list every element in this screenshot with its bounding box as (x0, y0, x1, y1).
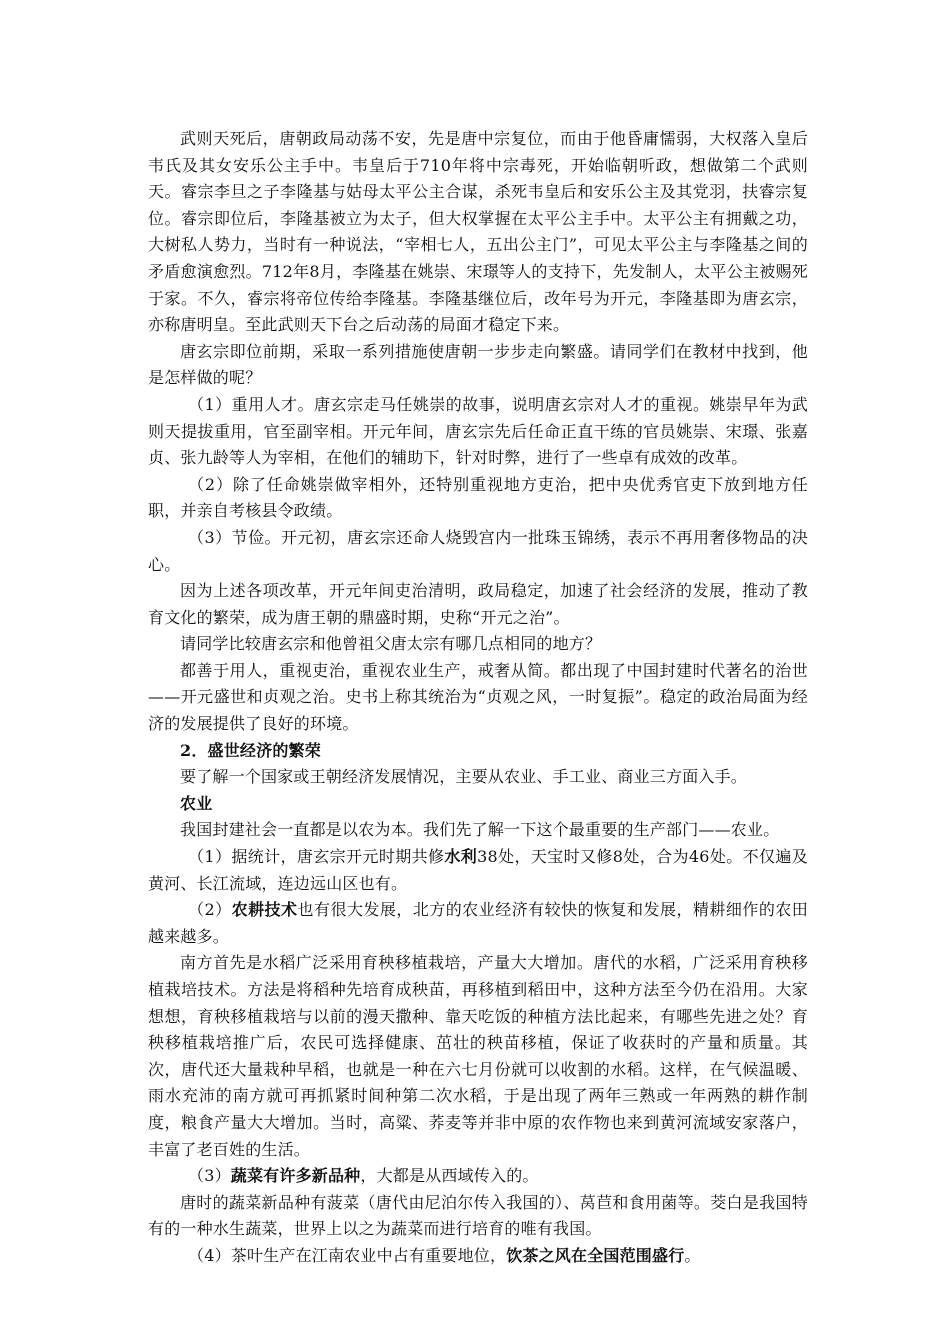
paragraph-agri-4-tea (148, 1243, 808, 1270)
text-run: 。 (684, 1245, 701, 1265)
section-heading-prosperity: 2．盛世经济的繁荣 (180, 740, 321, 760)
paragraph-measure-1-talent: （1）重用人才。唐玄宗走马任姚崇的故事，说明唐玄宗对人才的重视。姚崇早年为武则天提拔重用，官至副宰相。开元年间，唐玄宗先后任命正直干练的官员姚崇、宋璟、张嘉贞、张九龄等人为宰相，在他们的辅助下，针对时弊，进行了一些卓有成效的改革。 (148, 394, 808, 468)
text-run: 38处，天宝时又修8处，合为46处。不仅遍及黄河、长江流域，连边远山区也有。 (148, 847, 808, 893)
paragraph-agri-3-vegetables (148, 1163, 808, 1190)
paragraph-economy-intro: 要了解一个国家或王朝经济发展情况，主要从农业、手工业、商业三方面入手。 (180, 767, 748, 787)
bold-keyword-water-conservancy: 水利 (444, 847, 478, 867)
paragraph-xuanzong-measures-intro: 唐玄宗即位前期，采取一系列措施使唐朝一步步走向繁盛。请同学们在教材中找到，他是怎样做的呢？ (148, 341, 808, 388)
paragraph-wu-zetian-aftermath: 武则天死后，唐朝政局动荡不安，先是唐中宗复位，而由于他昏庸懦弱，大权落入皇后韦氏及其女安乐公主手中。韦皇后于710年将中宗毒死，开始临朝听政，想做第二个武则天。睿宗李旦之子李隆基与姑母太平公主合谋，杀死韦皇后和安乐公主及其党羽，扶睿宗复位。睿宗即位后，李隆基被立为太子，但大权掌握在太平公主手中。太平公主有拥戴之功，大树私人势力，当时有一种说法，“宰相七人，五出公主门”，可见太平公主与李隆基之间的矛盾愈演愈烈。712年8月，李隆基在姚崇、宋璟等人的支持下，先发制人，太平公主被赐死于家。不久，睿宗将帝位传给李隆基。李隆基继位后，改年号为开元，李隆基即为唐玄宗，亦称唐明皇。至此武则天下台之后动荡的局面才稳定下来。 (148, 129, 808, 335)
subheading-agriculture: 农业 (180, 793, 213, 813)
paragraph-measure-2-officials: （2）除了任命姚崇做宰相外，还特别重视地方吏治，把中央优秀官吏下放到地方任职，并亲自考核县令政绩。 (148, 474, 808, 521)
text-run: ，大都是从西域传入的。 (360, 1166, 539, 1186)
paragraph-vegetable-varieties: 唐时的蔬菜新品种有菠菜（唐代由尼泊尔传入我国的）、莴苣和食用菌等。茭白是我国特有的一种水生蔬菜，世界上以之为蔬菜而进行培育的唯有我国。 (148, 1192, 808, 1239)
text-run: 也有很大发展，北方的农业经济有较快的恢复和发展，精耕细作的农田越来越多。 (148, 900, 808, 946)
bold-keyword-new-vegetables: 蔬菜有许多新品种 (230, 1166, 361, 1186)
paragraph-compare-answer: 都善于用人，重视吏治，重视农业生产，戒奢从简。都出现了中国封建时代著名的治世——开元盛世和贞观之治。史书上称其统治为“贞观之风，一时复振”。稳定的政治局面为经济的发展提供了良好的环境。 (148, 660, 808, 734)
paragraph-agri-2-farming-tech (148, 897, 808, 950)
paragraph-agriculture-intro: 我国封建社会一直都是以农为本。我们先了解一下这个最重要的生产部门——农业。 (180, 820, 780, 840)
paragraph-agri-1-water (148, 844, 808, 897)
text-run: （3） (188, 1166, 231, 1186)
bold-keyword-farming-technology: 农耕技术 (231, 900, 298, 920)
text-run: （2） (188, 900, 232, 920)
paragraph-kaiyuan-rule: 因为上述各项改革，开元年间吏治清明，政局稳定，加速了社会经济的发展，推动了教育文化的繁荣，成为唐王朝的鼎盛时期，史称“开元之治”。 (148, 581, 808, 627)
document-body (148, 126, 808, 1270)
paragraph-rice-transplanting: 南方首先是水稻广泛采用育秧移植栽培，产量大大增加。唐代的水稻，广泛采用育秧移植栽培技术。方法是将稻种先培育成秧苗，再移植到稻田中，这种方法至今仍在沿用。大家想想，育秧移植栽培与以前的漫天撒种、靠天吃饭的种植方法比起来，有哪些先进之处？育秧移植栽培推广后，农民可选择健康、茁壮的秧苗移植，保证了收获时的产量和质量。其次，唐代还大量栽种早稻，也就是一种在六七月份就可以收割的水稻。这样，在气候温暖、雨水充沛的南方就可再抓紧时间种第二次水稻，于是出现了两年三熟或一年两熟的耕作制度，粮食产量大大增加。当时，高粱、荞麦等并非中原的农作物也来到黄河流域安家落户，丰富了老百姓的生活。 (148, 953, 808, 1159)
bold-keyword-tea-drinking: 饮茶之风在全国范围盛行 (506, 1245, 685, 1265)
text-run: （4）茶叶生产在江南农业中占有重要地位， (188, 1245, 507, 1265)
paragraph-compare-question: 请同学比较唐玄宗和他曾祖父唐太宗有哪几点相同的地方？ (180, 634, 602, 654)
text-run: （1）据统计，唐玄宗开元时期共修 (188, 847, 445, 867)
paragraph-measure-3-frugality: （3）节俭。开元初，唐玄宗还命人烧毁宫内一批珠玉锦绣，表示不再用奢侈物品的决心。 (148, 527, 808, 574)
